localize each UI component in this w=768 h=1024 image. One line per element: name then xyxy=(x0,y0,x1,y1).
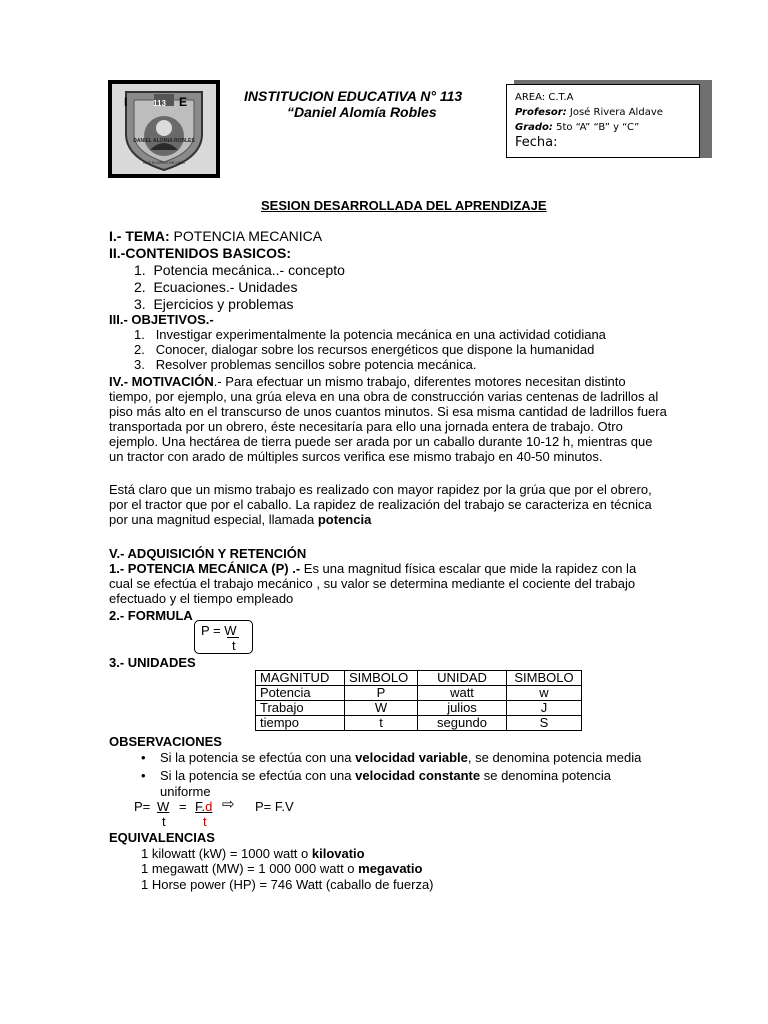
motivacion-line: por el tractor que por el caballo. La rapidez de realización del trabajo se caracteriza en técnica xyxy=(109,497,652,512)
motivacion-line: por una magnitud especial, llamada potencia xyxy=(109,512,372,527)
logo-number: 113 xyxy=(153,99,166,108)
motivacion-line: Está claro que un mismo trabajo es realizado con mayor rapidez por la grúa que por el obrero, xyxy=(109,482,652,497)
observacion-item: • Si la potencia se efectúa con una velocidad constante se denomina potencia xyxy=(160,768,611,783)
adquisicion-heading: V.- ADQUISICIÓN Y RETENCIÓN xyxy=(109,546,307,561)
tema-line xyxy=(109,228,322,244)
unidades-label: 3.- UNIDADES xyxy=(109,655,196,670)
contenidos-list xyxy=(134,262,345,313)
logo-ring-text: DANIEL ALOMIA ROBLES xyxy=(133,138,195,144)
motivacion-line: piso más alto en el transcurso de unos cuantos minutos. Si esa misma cantidad de ladrillos fuera xyxy=(109,404,667,419)
equivalencias-heading: EQUIVALENCIAS xyxy=(109,830,215,845)
arrow-right-icon: ⇨ xyxy=(222,795,235,813)
motivacion-line: transportada por un obrero, éste necesitaría para ello una jornada entera de trabajo. Otro xyxy=(109,419,623,434)
equation-result: P= F.V xyxy=(255,799,294,814)
grado-label: Grado: xyxy=(515,122,553,133)
fecha-label: Fecha: xyxy=(515,135,558,150)
equivalencia-line: 1 megawatt (MW) = 1 000 000 watt o megavatio xyxy=(141,861,423,876)
grado-row xyxy=(515,120,699,135)
logo-letter-e: E xyxy=(179,95,188,109)
motivacion-paragraph-2 xyxy=(109,482,722,527)
observacion-item: • Si la potencia se efectúa con una velocidad variable, se denomina potencia media xyxy=(160,750,641,765)
area-label: AREA: xyxy=(515,92,546,103)
table-row: Trabajo W julios J xyxy=(256,701,582,716)
page-title: SESION DESARROLLADA DEL APRENDIZAJE xyxy=(261,198,547,213)
potencia-mecanica-label: 1.- POTENCIA MECÁNICA (P) .- xyxy=(109,561,301,576)
contenidos-heading: II.-CONTENIDOS BASICOS: xyxy=(109,245,292,261)
logo-bottom-text: LAS FLORES DE LIMA xyxy=(143,160,185,165)
equation-fd: F.d xyxy=(195,799,213,814)
area-value: C.T.A xyxy=(545,92,574,103)
objetivos-list xyxy=(134,327,606,372)
equation-p: P= xyxy=(134,799,151,814)
motivacion-line: IV.- MOTIVACIÓN.- Para efectuar un mismo trabajo, diferentes motores necesitan distinto xyxy=(109,374,626,389)
tema-label: I.- TEMA: xyxy=(109,228,170,244)
list-item: 3. Resolver problemas sencillos sobre potencia mecánica. xyxy=(134,357,477,372)
observacion-continuation: uniforme xyxy=(160,784,211,799)
list-item: 1. Investigar experimentalmente la potencia mecánica en una actividad cotidiana xyxy=(134,327,606,342)
motivacion-line: tiempo, por ejemplo, una grúa eleva en una obra de construcción varias centenas de ladrillos al xyxy=(109,389,659,404)
info-box xyxy=(506,84,700,158)
logo-letter-i: I xyxy=(124,95,128,109)
formula-numerator: P = W xyxy=(201,623,237,638)
equivalencia-line: 1 kilowatt (kW) = 1000 watt o kilovatio xyxy=(141,846,365,861)
potencia-term: potencia xyxy=(317,512,372,527)
list-item: 2. Conocer, dialogar sobre los recursos energéticos que dispone la humanidad xyxy=(134,342,595,357)
formula-denominator: t xyxy=(232,638,236,653)
list-item: 2. Ecuaciones.- Unidades xyxy=(134,279,298,295)
formula-box xyxy=(194,620,253,654)
profesor-value: José Rivera Aldave xyxy=(566,107,663,118)
equation-w: W xyxy=(157,799,170,814)
motivacion-line: ejemplo. Una hectárea de tierra puede ser arada por un caballo durante 10-12 h, mientras que xyxy=(109,434,653,449)
grado-value: 5to “A” “B” y “C” xyxy=(552,122,640,133)
formula-label: 2.- FORMULA xyxy=(109,608,193,623)
motivacion-heading: IV.- MOTIVACIÓN xyxy=(109,374,214,389)
profesor-row xyxy=(515,105,699,120)
fecha-row xyxy=(515,135,699,150)
equation-denominator-2: t xyxy=(203,814,207,829)
institution-name: INSTITUCION EDUCATIVA N° 113 xyxy=(244,88,463,104)
motivacion-paragraph xyxy=(109,374,722,464)
units-table xyxy=(255,670,582,731)
equation-denominator-1: t xyxy=(162,814,166,829)
table-row: tiempo t segundo S xyxy=(256,716,582,731)
list-item: 3. Ejercicios y problemas xyxy=(134,296,294,312)
profesor-label: Profesor: xyxy=(515,107,567,118)
equivalencia-line: 1 Horse power (HP) = 746 Watt (caballo de fuerza) xyxy=(141,877,434,892)
equation-equals: = xyxy=(179,799,187,814)
potencia-definition: 1.- POTENCIA MECÁNICA (P) .- Es una magnitud física escalar que mide la rapidez con la cual se efectúa el trabajo mecánico , su valor se determina mediante el cociente del trabajo efectuado y el tiempo empleado xyxy=(109,561,637,606)
table-row: Potencia P watt w xyxy=(256,686,582,701)
tema-value: POTENCIA MECANICA xyxy=(169,228,323,244)
table-header-row: MAGNITUD SIMBOLO UNIDAD SIMBOLO xyxy=(256,671,582,686)
area-row xyxy=(515,90,699,105)
objetivos-heading: III.- OBJETIVOS.- xyxy=(109,312,214,327)
school-name: “Daniel Alomía Robles xyxy=(287,104,437,120)
list-item: 1. Potencia mecánica..- concepto xyxy=(134,262,345,278)
observaciones-heading: OBSERVACIONES xyxy=(109,734,222,749)
motivacion-line: un tractor con arado de múltiples surcos verifica ese mismo trabajo en 40-50 minutos. xyxy=(109,449,603,464)
